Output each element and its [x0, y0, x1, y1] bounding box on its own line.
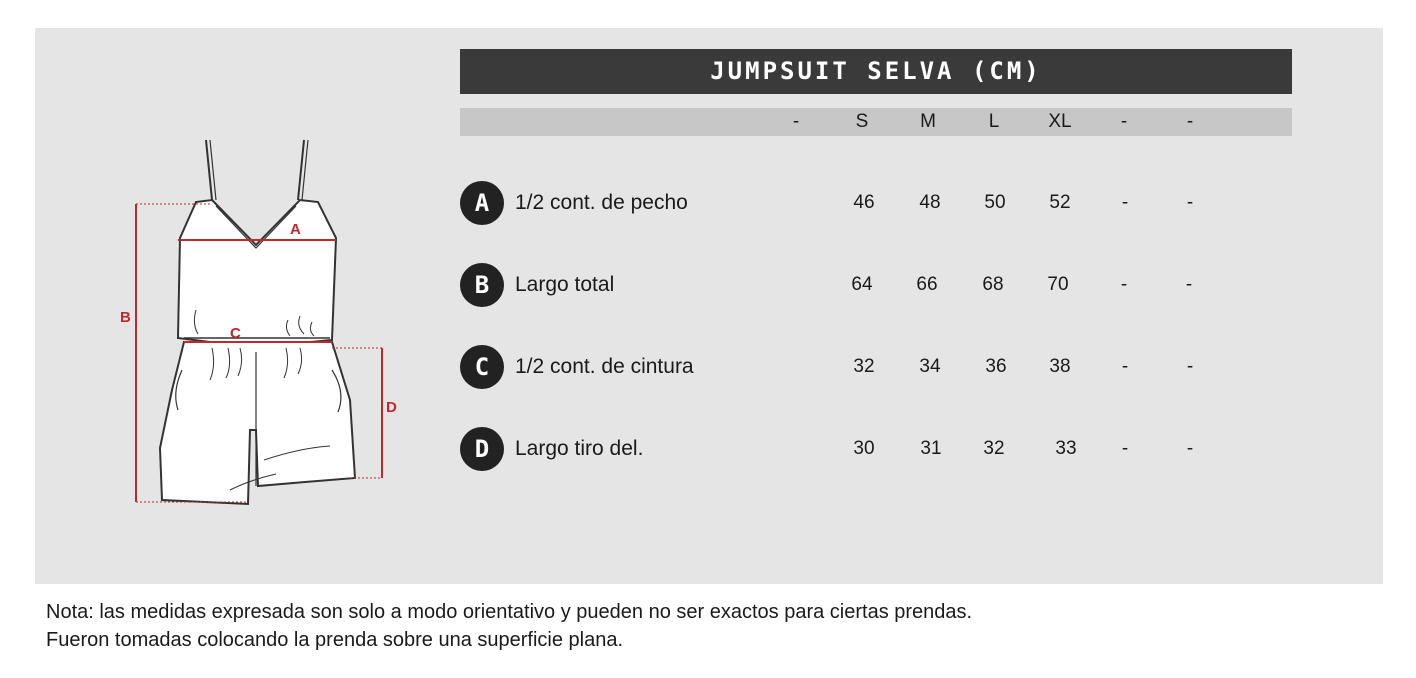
row-label: 1/2 cont. de cintura	[515, 355, 694, 378]
value-cell: -	[1185, 274, 1193, 295]
value-cell: 50	[984, 192, 1006, 213]
jumpsuit-diagram	[100, 130, 400, 510]
row-label: 1/2 cont. de pecho	[515, 191, 688, 214]
value-cell: 52	[1049, 192, 1071, 213]
footnote	[46, 598, 972, 654]
diagram-label-a: A	[290, 221, 301, 238]
size-header-cell: L	[988, 111, 1000, 132]
value-cell: -	[1186, 356, 1194, 377]
value-cell: 32	[853, 356, 875, 377]
size-header-cell: -	[792, 111, 800, 132]
value-cell: 34	[919, 356, 941, 377]
row-badge: D	[460, 427, 504, 471]
row-badge: B	[460, 263, 504, 307]
value-cell: 32	[983, 438, 1005, 459]
table-row	[460, 181, 1292, 225]
size-header-cell: S	[855, 111, 869, 132]
value-cell: 30	[853, 438, 875, 459]
table-row	[460, 345, 1292, 389]
value-cell: 31	[920, 438, 942, 459]
value-cell: -	[1186, 438, 1194, 459]
size-header-cell: M	[920, 111, 936, 132]
value-cell: 46	[853, 192, 875, 213]
value-cell: 36	[985, 356, 1007, 377]
size-header-cell: -	[1186, 111, 1194, 132]
row-badge: A	[460, 181, 504, 225]
size-header	[460, 108, 1292, 136]
size-header-cell: -	[1120, 111, 1128, 132]
value-cell: 64	[851, 274, 873, 295]
table-title: JUMPSUIT SELVA (CM)	[460, 49, 1292, 94]
row-badge: C	[460, 345, 504, 389]
value-cell: -	[1186, 192, 1194, 213]
value-cell: 68	[982, 274, 1004, 295]
value-cell: 38	[1049, 356, 1071, 377]
footnote-line-1: Nota: las medidas expresada son solo a modo orientativo y pueden no ser exactos para ciertas prendas.	[46, 601, 973, 623]
footnote-line-2: Fueron tomadas colocando la prenda sobre una superficie plana.	[46, 629, 624, 651]
table-row	[460, 427, 1292, 471]
value-cell: -	[1121, 192, 1129, 213]
value-cell: 70	[1047, 274, 1069, 295]
value-cell: 48	[919, 192, 941, 213]
diagram-label-c: C	[230, 325, 241, 342]
table-row	[460, 263, 1292, 307]
value-cell: 66	[916, 274, 938, 295]
value-cell: -	[1121, 356, 1129, 377]
row-label: Largo total	[515, 273, 615, 296]
value-cell: -	[1120, 274, 1128, 295]
diagram-label-b: B	[120, 309, 131, 326]
value-cell: -	[1121, 438, 1129, 459]
diagram-label-d: D	[386, 399, 397, 416]
size-header-cell: XL	[1048, 111, 1072, 132]
value-cell: 33	[1055, 438, 1077, 459]
row-label: Largo tiro del.	[515, 437, 644, 460]
